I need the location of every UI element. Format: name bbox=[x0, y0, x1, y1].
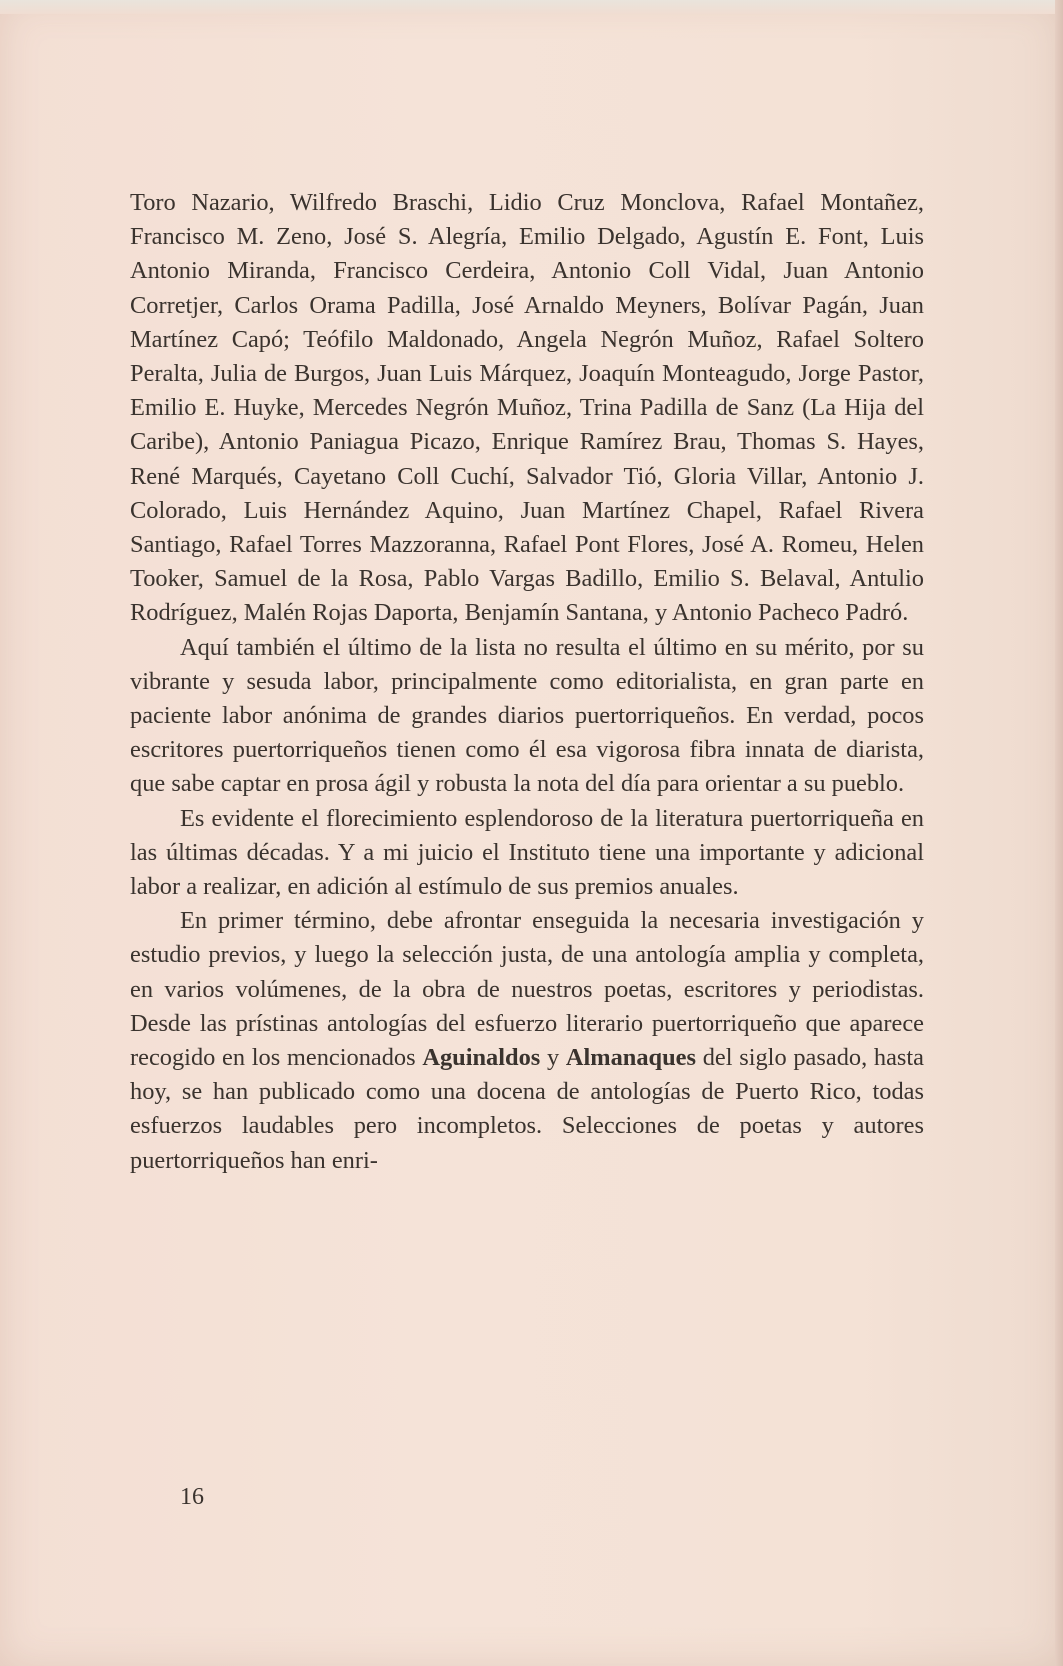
paragraph-text: Es evidente el florecimiento esplendoroso de la literatura puertorriqueña en las últimas décadas. Y a mi juicio el Instituto tiene una importante y adicional labor a realizar, en adición al estímulo de sus premios anuales. bbox=[130, 804, 924, 901]
page-right-edge bbox=[1055, 0, 1063, 1666]
page-top-edge bbox=[0, 0, 1063, 14]
paragraph-text: Toro Nazario, Wilfredo Braschi, Lidio Cruz Monclova, Rafael Montañez, Francisco M. Zeno, José S. Alegría, Emilio Delgado, Agustín E. Font, Luis Antonio Miranda, Francisco Cerdeira, Antonio Coll Vidal, Juan Antonio Corretjer, Carlos Orama Padilla, José Arnaldo Meyners, Bolívar Pagán, Juan Martínez Capó; Teófilo Maldonado, Angela Negrón Muñoz, Rafael Soltero Peralta, Julia de Burgos, Juan Luis Márquez, Joaquín Monteagudo, Jorge Pastor, Emilio E. Huyke, Mercedes Negrón Muñoz, Trina Padilla de Sanz (La Hija del Caribe), Antonio Paniagua Picazo, Enrique Ramírez Brau, Thomas S. Hayes, René Marqués, Cayetano Coll Cuchí, Salvador Tió, Gloria Villar, Antonio J. Colorado, Luis Hernández Aquino, Juan Martínez Chapel, Rafael Rivera Santiago, Rafael Torres Mazzoranna, Rafael Pont Flores, José A. Romeu, Helen Tooker, Samuel de la Rosa, Pablo Vargas Badillo, Emilio S. Belaval, Antulio Rodríguez, Malén Rojas Daporta, Benjamín Santana, y Antonio Pacheco Padró. bbox=[130, 189, 924, 627]
paragraph-text: y bbox=[540, 1044, 566, 1072]
paragraph-flourishing bbox=[130, 802, 924, 905]
page-number: 16 bbox=[180, 1484, 204, 1510]
paragraph-anthology bbox=[130, 904, 924, 1178]
paragraph-names-list bbox=[130, 186, 924, 631]
paragraph-text: Aquí también el último de la lista no resulta el último en su mérito, por su vibrante y sesuda labor, principalmente como editorialista, en gran parte en paciente labor anónima de grandes diarios puertorriqueños. En verdad, pocos escritores puertorriqueños tienen como él esa vigorosa fibra innata de diarista, que sabe captar en prosa ágil y robusta la nota del día para orientar a su pueblo. bbox=[130, 633, 924, 798]
bold-title-almanaques: Almanaques bbox=[565, 1044, 697, 1072]
paragraph-text: En primer término, debe afrontar enseguida la necesaria investigación y estudio previos, y luego la selección justa, de una antología amplia y completa, en varios volúmenes, de la obra de nuestros poetas, escritores y periodistas. Desde las prístinas antologías del esfuerzo literario puertorriqueño que aparece recogido en los mencionados bbox=[130, 907, 924, 1072]
paragraph-text: del siglo pasado, hasta hoy, se han publicado como una docena de antologías de Puerto Rico, todas esfuerzos laudables pero incompletos. Selecciones de poetas y autores puertorriqueños han enri- bbox=[130, 1044, 925, 1174]
body-text bbox=[130, 186, 924, 1178]
paragraph-merit bbox=[130, 631, 924, 802]
bold-title-aguinaldos: Aguinaldos bbox=[422, 1044, 541, 1072]
